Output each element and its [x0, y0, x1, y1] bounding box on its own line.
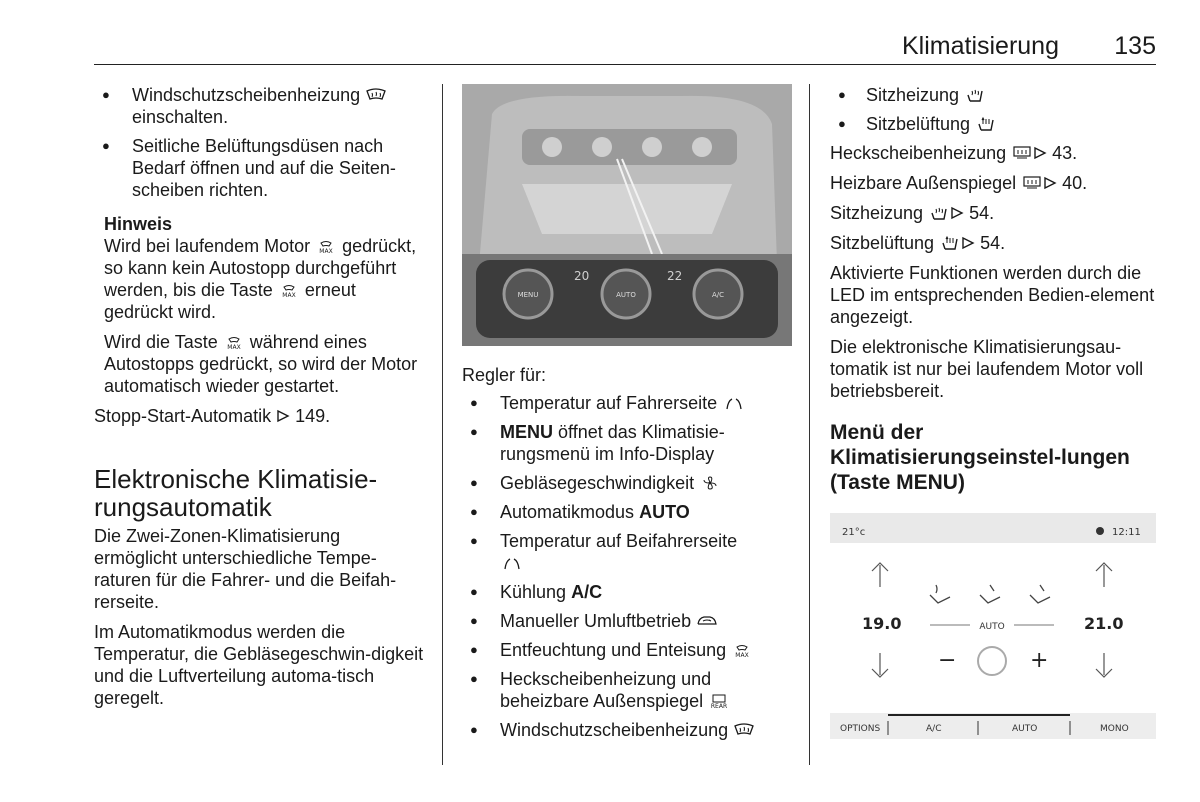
- list-item: ● Gebläsegeschwindigkeit: [462, 472, 792, 494]
- arrow-icon: [961, 236, 975, 250]
- note-paragraph: Wird die Taste während eines Autostopps gedrückt, so wird der Motor automatisch wieder gestartet.: [104, 332, 418, 396]
- climate-control-photo: [462, 84, 792, 346]
- page-number: 135: [1114, 32, 1156, 60]
- cross-reference[interactable]: Sitzheizung 54.: [830, 203, 995, 223]
- list-item: ● Seitliche Belüftungsdüsen nach Bedarf öffnen und auf die Seiten-scheiben richten.: [94, 135, 424, 201]
- list-item: ● Windschutzscheibenheizung einschalten.: [94, 84, 424, 128]
- note-paragraph: Wird bei laufendem Motor gedrückt, so kann kein Autostopp durchgeführt werden, bis die Taste erneut gedrückt wird.: [104, 236, 417, 322]
- list-item: ● Kühlung A/C: [462, 581, 792, 603]
- arrow-icon: [276, 409, 290, 423]
- paragraph: Im Automatikmodus werden die Temperatur, die Gebläsegeschwin-digkeit und die Luftverteilung automa-tisch geregelt.: [94, 622, 424, 708]
- list-item: ● Temperatur auf Beifahrerseite: [462, 530, 792, 574]
- photo-left-temp: 20: [574, 269, 590, 283]
- list-item: ● Sitzheizung: [830, 84, 1156, 106]
- seat-heat-icon: [964, 86, 986, 102]
- column-divider-2: [809, 84, 810, 765]
- list-item: ● MENU öffnet das Klimatisie-rungsmenü im Info-Display: [462, 421, 792, 465]
- tab-auto[interactable]: AUTO: [1012, 724, 1038, 734]
- cross-reference[interactable]: Heckscheibenheizung 43.: [830, 143, 1078, 163]
- max-defrost-icon: [223, 333, 245, 349]
- tab-options[interactable]: OPTIONS: [840, 724, 881, 734]
- list-item: ● Manueller Umluftbetrieb: [462, 610, 792, 632]
- photo-right-temp: 22: [667, 269, 683, 283]
- windshield-heat-icon: [365, 86, 387, 102]
- tab-ac[interactable]: A/C: [926, 724, 942, 734]
- list-item: ● Temperatur auf Fahrerseite: [462, 392, 792, 414]
- note-title: Hinweis: [104, 214, 173, 234]
- list-item: ● Heckscheibenheizung und beheizbare Außenspiegel: [462, 668, 792, 712]
- recirculation-icon: [696, 612, 718, 628]
- note-box: [104, 213, 424, 397]
- cross-reference[interactable]: Stopp-Start-Automatik 149.: [94, 406, 331, 426]
- photo-ac-label: A/C: [711, 291, 725, 299]
- list-item: ● Sitzbelüftung: [830, 113, 1156, 135]
- clock: 12:11: [1112, 527, 1141, 538]
- seat-ventilation-icon: [975, 115, 997, 131]
- right-temp-value: 21.0: [1084, 614, 1124, 633]
- fan-icon: [699, 474, 721, 490]
- max-defrost-icon: [731, 641, 753, 657]
- seat-heat-icon: [928, 204, 950, 220]
- paragraph: Die Zwei-Zonen-Klimatisierung ermöglicht unterschiedliche Tempe-raturen für die Fahrer- und die Beifah-rerseite.: [94, 526, 397, 612]
- seat-ventilation-icon: [939, 234, 961, 250]
- windshield-heat-icon: [733, 721, 755, 737]
- intro-text: Regler für:: [462, 365, 547, 385]
- column-divider-1: [442, 84, 443, 765]
- rear-window-heat-icon: [1021, 174, 1043, 190]
- paragraph: Die elektronische Klimatisierungsau-tomatik ist nur bei laufendem Motor voll betriebsbereit.: [830, 337, 1144, 401]
- max-defrost-icon: [315, 237, 337, 253]
- page-header: [94, 30, 1156, 65]
- photo-auto-label: AUTO: [616, 291, 636, 299]
- tab-mono[interactable]: MONO: [1100, 724, 1129, 734]
- mode-label: AUTO: [979, 622, 1005, 632]
- cross-reference[interactable]: Heizbare Außenspiegel 40.: [830, 173, 1088, 193]
- list-item: ● Entfeuchtung und Enteisung: [462, 639, 792, 661]
- outside-temp: 21°c: [842, 527, 866, 538]
- column-left: [94, 84, 424, 717]
- rear-defrost-icon: [708, 692, 730, 708]
- page-title: Klimatisierung: [901, 32, 1059, 60]
- column-right: [830, 84, 1156, 759]
- paragraph: Aktivierte Funktionen werden durch die LED im entsprechenden Bedien-element angezeigt.: [830, 263, 1155, 327]
- temperature-knob-icon: [500, 554, 522, 570]
- photo-menu-label: MENU: [517, 291, 539, 299]
- cross-reference[interactable]: Sitzbelüftung 54.: [830, 233, 1006, 253]
- max-defrost-icon: [278, 281, 300, 297]
- column-middle: [462, 84, 792, 748]
- fan-plus-button[interactable]: +: [1030, 648, 1049, 673]
- section-heading: Elektronische Klimatisie-rungsautomatik: [94, 464, 378, 522]
- section-heading: Menü der Klimatisierungseinstel-lungen (Taste MENU): [830, 421, 1130, 494]
- arrow-icon: [950, 206, 964, 220]
- rear-window-heat-icon: [1011, 144, 1033, 160]
- bullet-list: [94, 84, 424, 201]
- arrow-icon: [1043, 176, 1057, 190]
- bullet-list: [830, 84, 1156, 135]
- controls-list: [462, 392, 792, 741]
- list-item: ● Automatikmodus AUTO: [462, 501, 792, 523]
- arrow-icon: [1033, 146, 1047, 160]
- left-temp-value: 19.0: [862, 614, 902, 633]
- fan-minus-button[interactable]: −: [938, 648, 957, 673]
- temperature-knob-icon: [722, 394, 744, 410]
- gear-icon: [1096, 527, 1104, 535]
- climate-menu-screen: [830, 513, 1156, 759]
- list-item: ● Windschutzscheibenheizung: [462, 719, 792, 741]
